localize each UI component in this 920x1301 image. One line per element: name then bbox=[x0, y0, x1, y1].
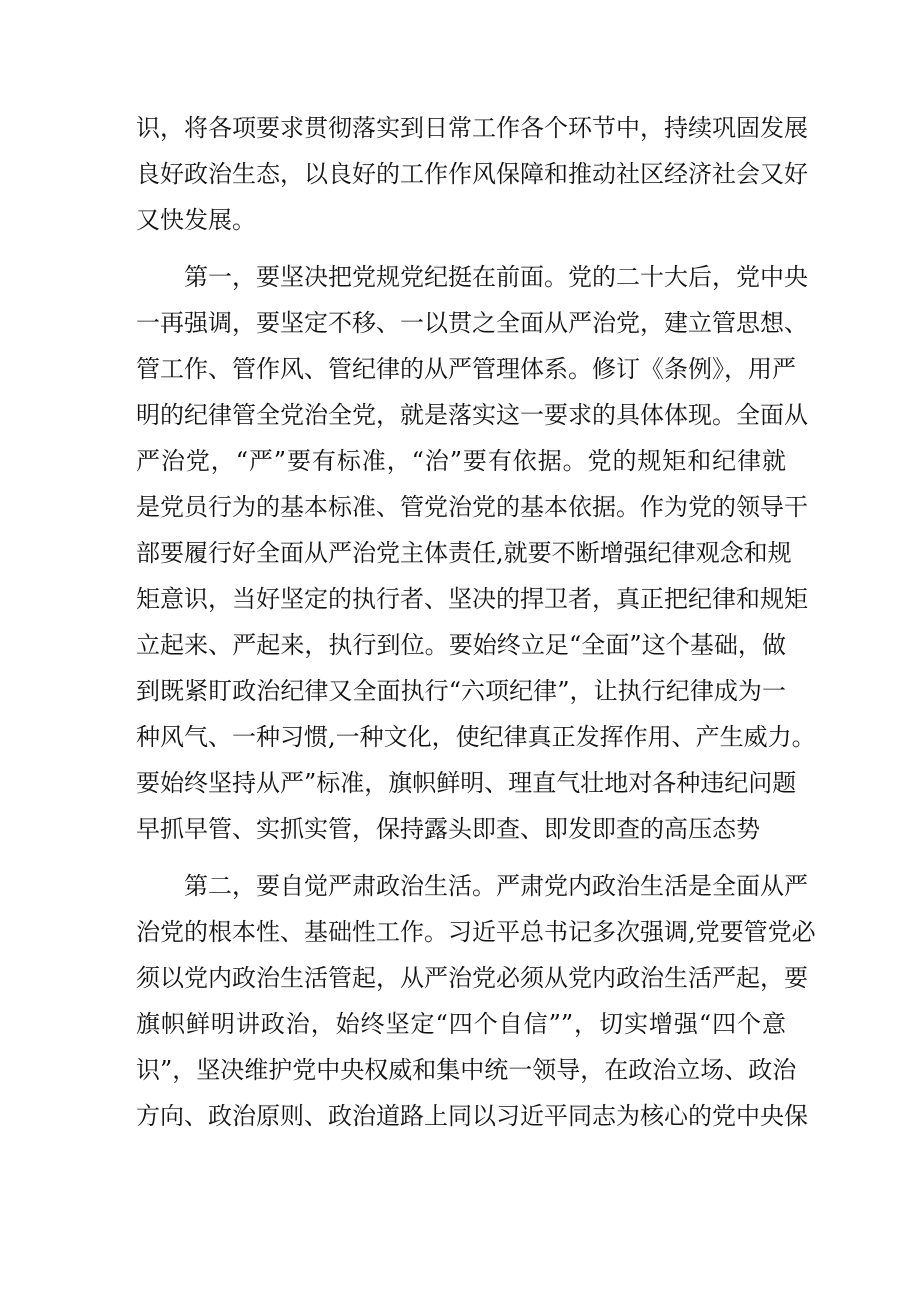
text-line-6: 管工作、管作风、管纪律的从严管理体系。修订《条例》，用严 bbox=[136, 355, 796, 383]
text-line-1: 识，将各项要求贯彻落实到日常工作各个环节中，持续巩固发展 bbox=[136, 114, 808, 142]
text-line-3: 又快发展。 bbox=[136, 206, 256, 234]
text-line-11: 矩意识，当好坚定的执行者、坚决的捍卫者，真正把纪律和规矩 bbox=[136, 585, 808, 613]
text-line-21: 识”，坚决维护党中央权威和集中统一领导，在政治立场、政治 bbox=[136, 1056, 797, 1084]
text-line-4: 第一，要坚决把党规党纪挺在前面。党的二十大后，党中央 bbox=[184, 263, 808, 291]
text-line-19: 须以党内政治生活管起，从严治党必须从党内政治生活严起，要 bbox=[136, 964, 808, 992]
text-line-16: 早抓早管、实抓实管，保持露头即查、即发即查的高压态势 bbox=[136, 815, 760, 843]
text-line-8: 严治党，“严”要有标准，“治”要有依据。党的规矩和纪律就 bbox=[136, 447, 786, 475]
text-line-5: 一再强调，要坚定不移、一以贯之全面从严治党，建立管思想、 bbox=[136, 309, 808, 337]
text-line-14: 种风气、一种习惯,一种文化，使纪律真正发挥作用、产生威力。 bbox=[136, 723, 816, 751]
text-line-17: 第二，要自觉严肃政治生活。严肃党内政治生活是全面从严 bbox=[184, 872, 808, 900]
text-line-13: 到既紧盯政治纪律又全面执行“六项纪律”，让执行纪律成为一 bbox=[136, 677, 786, 705]
text-line-2: 良好政治生态，以良好的工作作风保障和推动社区经济社会又好 bbox=[136, 160, 808, 188]
text-line-12: 立起来、严起来，执行到位。要始终立足“全面”这个基础，做 bbox=[136, 631, 786, 659]
text-line-15: 要始终坚持从严”标准，旗帜鲜明、理直气壮地对各种违纪问题 bbox=[136, 769, 797, 797]
text-line-9: 是党员行为的基本标准、管党治党的基本依据。作为党的领导干 bbox=[136, 493, 808, 521]
text-line-20: 旗帜鲜明讲政治，始终坚定“四个自信””，切实增强“四个意 bbox=[136, 1010, 786, 1038]
text-line-18: 治党的根本性、基础性工作。习近平总书记多次强调,党要管党必 bbox=[136, 918, 816, 946]
text-line-22: 方向、政治原则、政治道路上同以习近平同志为核心的党中央保 bbox=[136, 1102, 808, 1130]
text-line-10: 部要履行好全面从严治党主体责任,就要不断增强纪律观念和规 bbox=[136, 539, 792, 567]
text-line-7: 明的纪律管全党治全党，就是落实这一要求的具体体现。全面从 bbox=[136, 401, 808, 429]
